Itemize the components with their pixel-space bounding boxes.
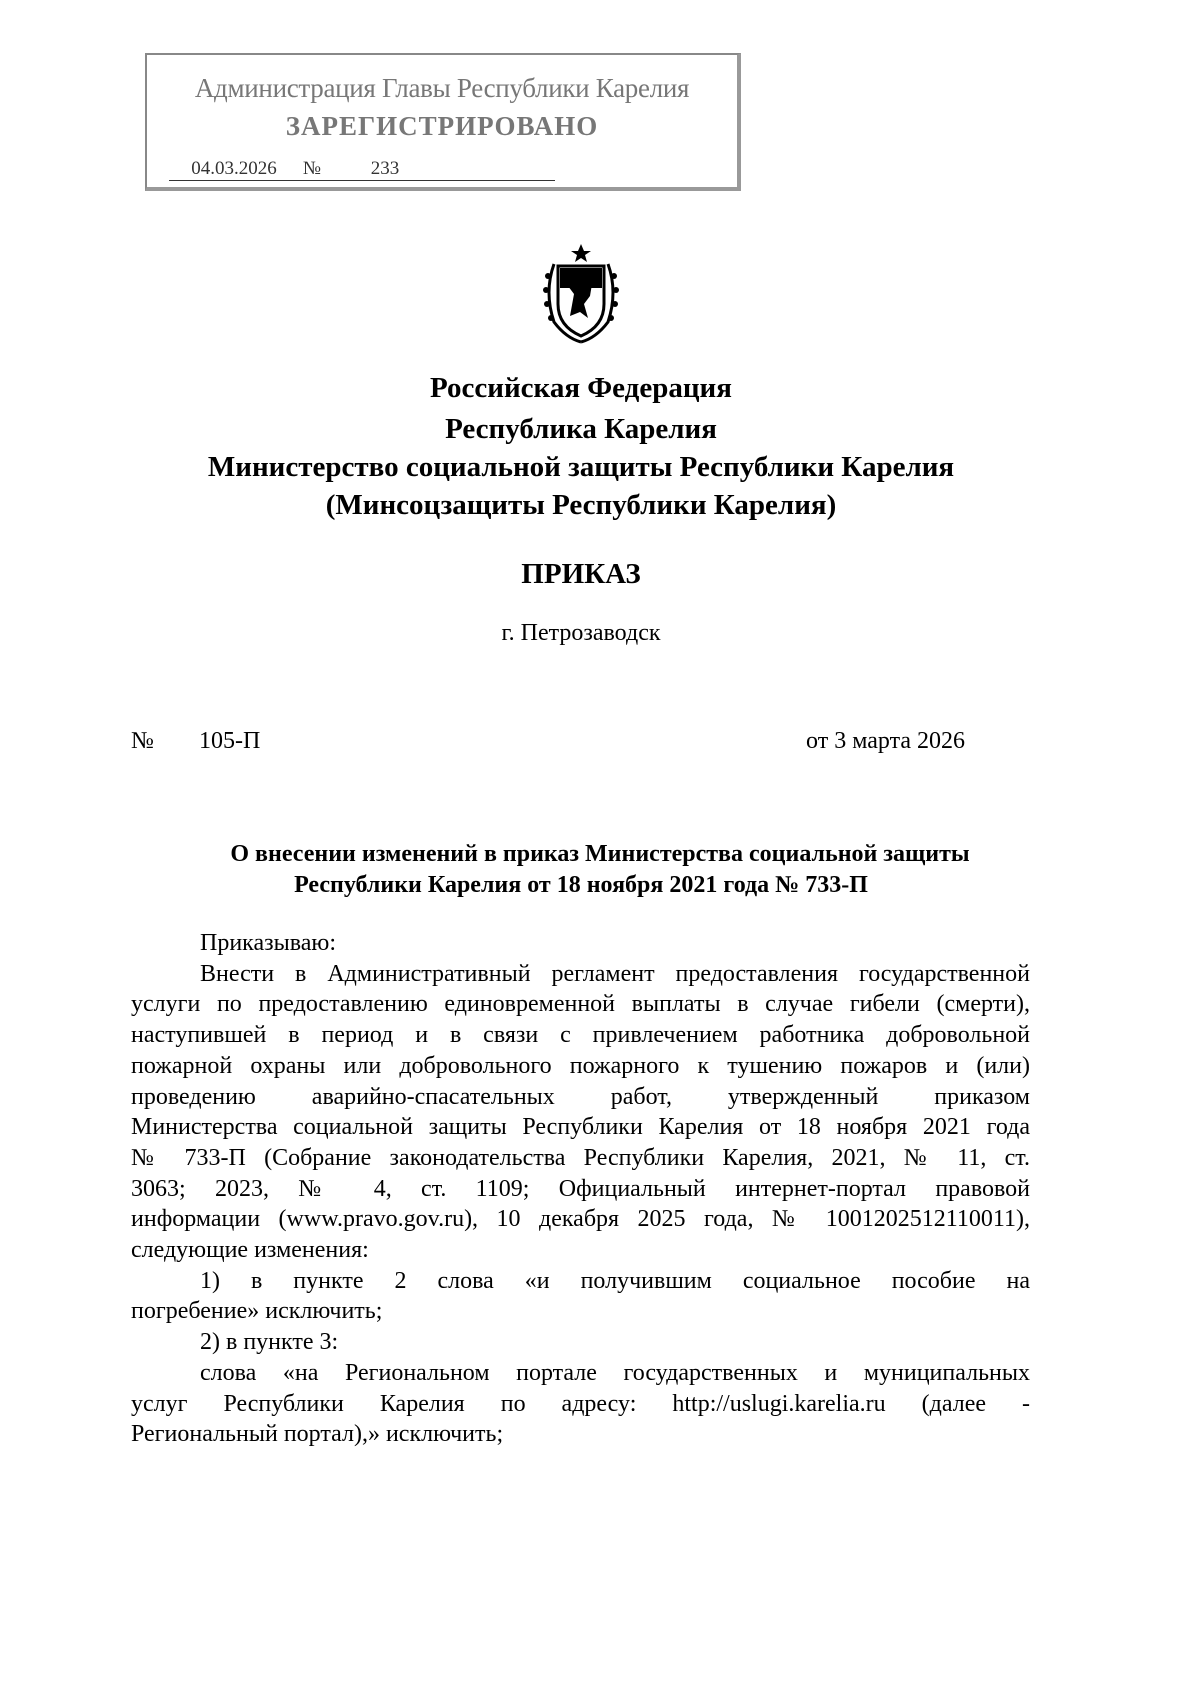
- coat-of-arms-icon: [540, 242, 622, 344]
- body-line: 3063; 2023, № 4, ст. 1109; Официальный интернет-портал правовой: [131, 1175, 1030, 1202]
- body-line: услуг Республики Карелия по адресу: http://uslugi.karelia.ru (далее -: [131, 1390, 1030, 1417]
- body-line: следующие изменения:: [131, 1237, 369, 1263]
- header-republic: Республика Карелия: [445, 413, 717, 445]
- body-line: 2) в пункте 3:: [200, 1329, 339, 1356]
- body-line: 1) в пункте 2 слова «и получившим социальное пособие на: [200, 1267, 1030, 1294]
- stamp-number-sign: №: [299, 158, 325, 181]
- body-line: информации (www.pravo.gov.ru), 10 декабря 2025 года, № 1001202512110011),: [131, 1206, 1030, 1233]
- body-line: слова «на Региональном портале государственных и муниципальных: [200, 1359, 1030, 1386]
- body-line: наступившей в период и в связи с привлечением работника добровольной: [131, 1022, 1030, 1049]
- body-line: проведению аварийно-спасательных работ, утвержденный приказом: [131, 1083, 1030, 1110]
- stamp-status: ЗАРЕГИСТРИРОВАНО: [285, 111, 599, 141]
- city: г. Петрозаводск: [501, 620, 661, 646]
- body-line: Региональный портал),» исключить;: [131, 1421, 504, 1448]
- order-number-line: [131, 728, 1030, 755]
- body-line: пожарной охраны или добровольного пожарного к тушению пожаров и (или): [131, 1052, 1030, 1079]
- body-line: Министерства социальной защиты Республики Карелия от 18 ноября 2021 года: [131, 1114, 1030, 1141]
- doc-type: ПРИКАЗ: [521, 558, 641, 590]
- stamp-registration-line: [169, 158, 555, 181]
- body-line: Приказываю:: [200, 930, 336, 956]
- order-number: 105-П: [199, 728, 261, 754]
- order-number-sign: №: [131, 728, 154, 754]
- stamp-org: Администрация Главы Республики Карелия: [194, 73, 690, 103]
- header-country: Российская Федерация: [430, 372, 732, 404]
- body-line: № 733-П (Собрание законодательства Республики Карелия, 2021, № 11, ст.: [131, 1144, 1030, 1171]
- body-line: Внести в Административный регламент предоставления государственной: [200, 960, 1030, 987]
- title-line-2: Республики Карелия от 18 ноября 2021 года № 733-П: [294, 872, 868, 898]
- stamp-number: 233: [325, 158, 555, 181]
- registration-stamp: [145, 53, 741, 191]
- order-date: от 3 марта 2026: [806, 728, 965, 754]
- body-line: погребение» исключить;: [131, 1298, 383, 1325]
- header-ministry: Министерство социальной защиты Республики Карелия: [207, 451, 955, 483]
- body-line: услуги по предоставлению единовременной выплаты в случае гибели (смерти),: [131, 991, 1030, 1018]
- stamp-date: 04.03.2026: [169, 158, 299, 181]
- header-ministry-short: (Минсоцзащиты Республики Карелия): [325, 489, 837, 521]
- title-line-1: О внесении изменений в приказ Министерства социальной защиты: [230, 841, 970, 867]
